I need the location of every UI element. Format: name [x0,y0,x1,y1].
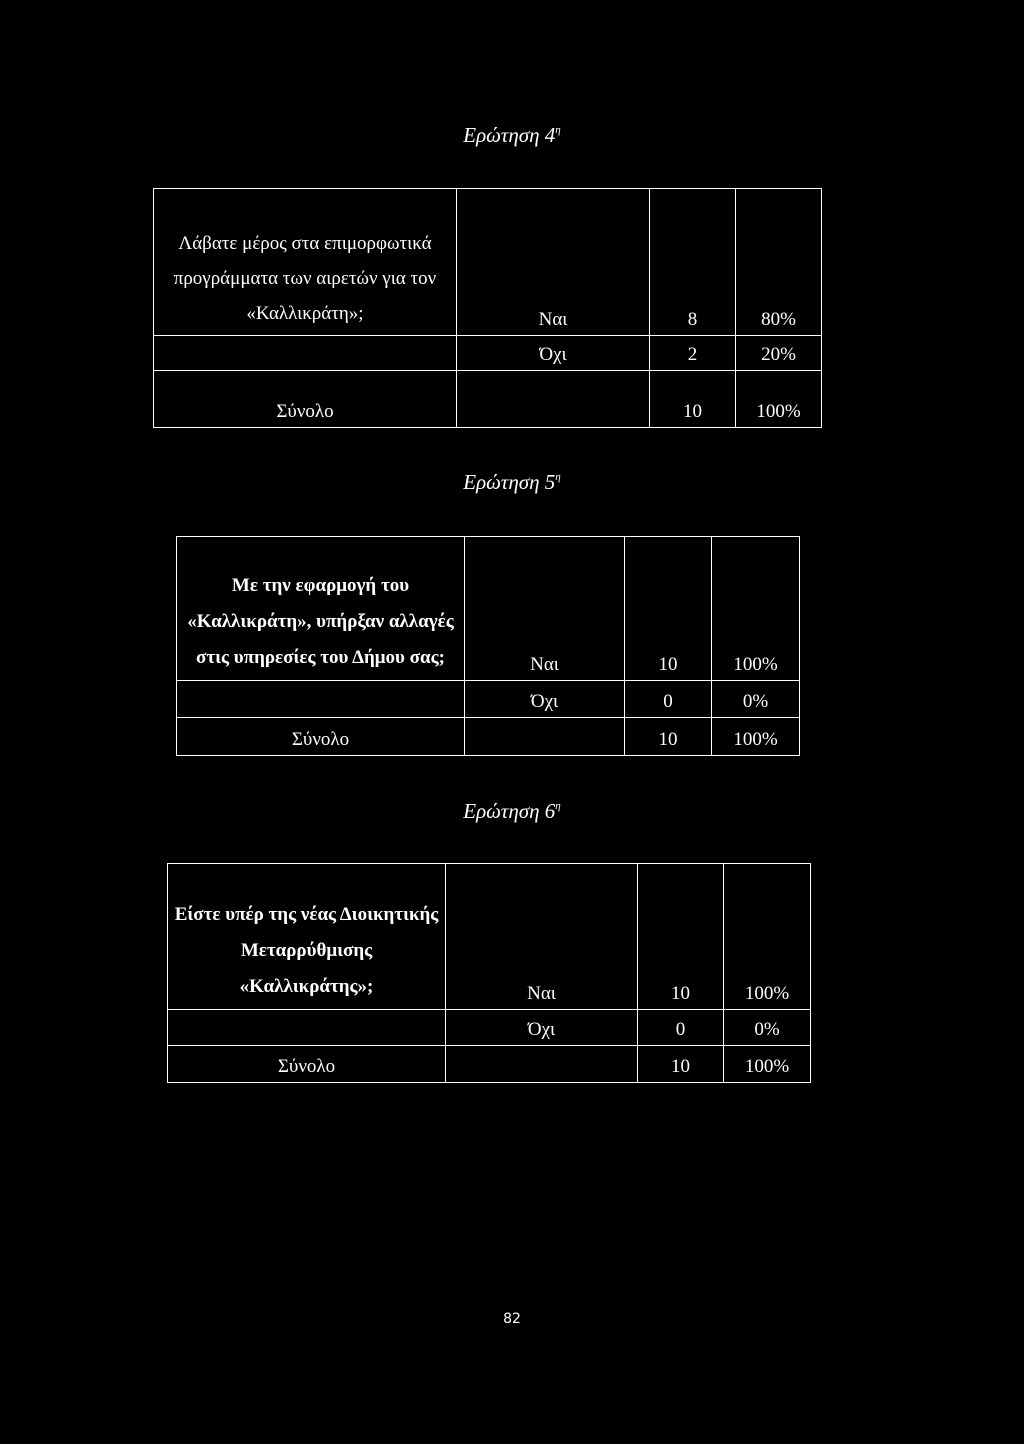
percent-cell: 0% [712,681,800,718]
question-4-table [153,188,822,428]
total-label: Σύνολο [168,1046,446,1083]
total-row [168,1046,811,1083]
percent-cell: 0% [724,1010,811,1046]
question-6-heading-text: Ερώτηση 6 [463,799,556,823]
table-row [154,189,822,336]
empty-cell [168,1010,446,1046]
total-label: Σύνολο [177,718,465,756]
percent-cell: 80% [736,189,822,336]
total-count: 10 [625,718,712,756]
question-5-heading-sup: η [555,471,561,483]
count-cell: 2 [650,336,736,371]
table-row [168,1010,811,1046]
table-row [168,864,811,1010]
question-5-text: Με την εφαρμογή του «Καλλικράτη», υπήρξαν αλλαγές στις υπηρεσίες του Δήμου σας; [177,537,465,681]
total-row [154,371,822,428]
question-6-heading-sup: η [555,800,561,812]
answer-cell: Ναι [446,864,638,1010]
answer-cell: Ναι [457,189,650,336]
answer-cell: Όχι [446,1010,638,1046]
percent-cell: 20% [736,336,822,371]
empty-cell [457,371,650,428]
total-label: Σύνολο [154,371,457,428]
question-6-table [167,863,811,1083]
count-cell: 0 [638,1010,724,1046]
percent-cell: 100% [712,537,800,681]
empty-cell [154,336,457,371]
total-percent: 100% [736,371,822,428]
empty-cell [177,681,465,718]
percent-cell: 100% [724,864,811,1010]
question-4-heading-text: Ερώτηση 4 [463,123,556,147]
table-row [177,537,800,681]
question-4-heading-sup: η [555,124,561,136]
page-number: 82 [503,1311,521,1327]
total-count: 10 [638,1046,724,1083]
answer-cell: Όχι [465,681,625,718]
answer-cell: Όχι [457,336,650,371]
table-row [177,681,800,718]
question-4-text: Λάβατε μέρος στα επιμορφωτικά προγράμματα των αιρετών για τον «Καλλικράτη»; [154,189,457,336]
count-cell: 10 [638,864,724,1010]
empty-cell [465,718,625,756]
question-5-heading-text: Ερώτηση 5 [463,470,556,494]
table-row [154,336,822,371]
total-count: 10 [650,371,736,428]
answer-cell: Ναι [465,537,625,681]
total-percent: 100% [724,1046,811,1083]
question-6-text: Είστε υπέρ της νέας Διοικητικής Μεταρρύθμισης «Καλλικράτης»; [168,864,446,1010]
total-row [177,718,800,756]
question-5-table [176,536,800,756]
question-6-heading [0,794,1024,823]
question-5-heading [0,465,1024,494]
count-cell: 10 [625,537,712,681]
question-4-heading [0,118,1024,147]
count-cell: 0 [625,681,712,718]
empty-cell [446,1046,638,1083]
total-percent: 100% [712,718,800,756]
count-cell: 8 [650,189,736,336]
